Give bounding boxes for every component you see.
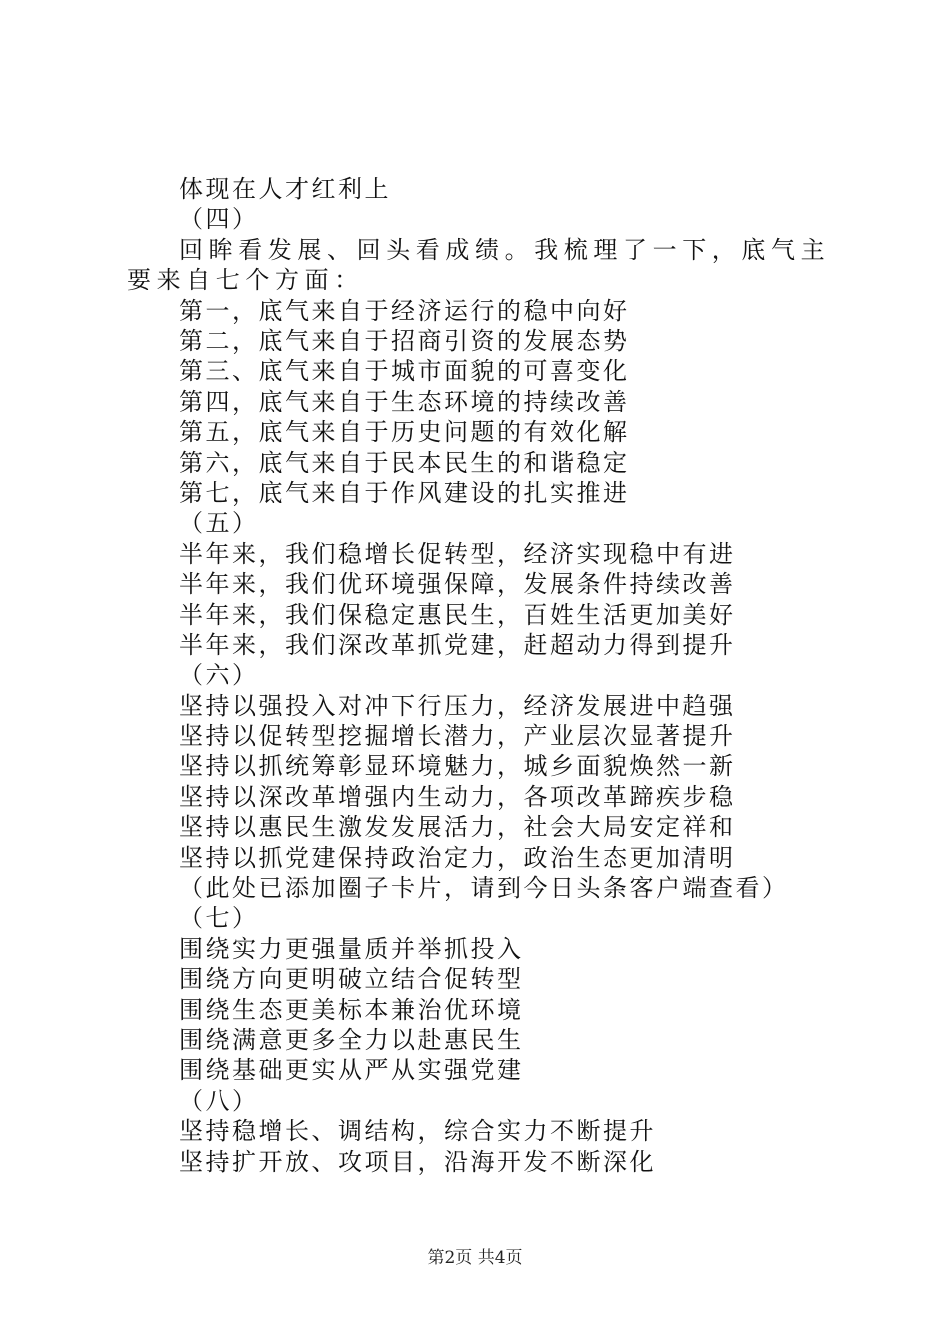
text-line: 坚持以强投入对冲下行压力，经济发展进中趋强 [179,691,736,720]
text-line: 第一，底气来自于经济运行的稳中向好 [179,296,630,325]
page-number: 第2页 共4页 [427,1248,523,1268]
text-line: 坚持以惠民生激发发展活力，社会大局安定祥和 [179,813,736,842]
text-line: 坚持稳增长、调结构，综合实力不断提升 [179,1117,656,1146]
document-body [127,174,842,1177]
text-line: 半年来，我们稳增长促转型，经济实现稳中有进 [179,539,736,568]
text-line: 围绕满意更多全力以赴惠民生 [179,1025,524,1054]
section-heading: （八） [179,1086,259,1115]
text-line: 第六，底气来自于民本民生的和谐稳定 [179,448,630,477]
text-line: 围绕生态更美标本兼治优环境 [179,995,524,1024]
card-placeholder-note: （此处已添加圈子卡片，请到今日头条客户端查看） [179,874,789,903]
paragraph: 回眸看发展、回头看成绩。我梳理了一下，底气主要来自七个方面： [127,235,831,295]
text-line: 第四，底气来自于生态环境的持续改善 [179,387,630,416]
section-heading: （六） [179,661,259,690]
section-heading: （四） [179,205,259,234]
section-heading: （七） [179,904,259,933]
page-footer [0,1243,950,1268]
text-line: 半年来，我们保稳定惠民生，百姓生活更加美好 [179,600,736,629]
text-line: 第二，底气来自于招商引资的发展态势 [179,326,630,355]
text-line: 围绕方向更明破立结合促转型 [179,965,524,994]
text-line: 半年来，我们优环境强保障，发展条件持续改善 [179,570,736,599]
text-line: 坚持以抓统筹彰显环境魅力，城乡面貌焕然一新 [179,752,736,781]
text-line: 第三、底气来自于城市面貌的可喜变化 [179,357,630,386]
section-heading: （五） [179,509,259,538]
text-line: 体现在人才红利上 [179,175,391,203]
text-line: 第五，底气来自于历史问题的有效化解 [179,418,630,447]
text-line: 围绕实力更强量质并举抓投入 [179,934,524,963]
text-line: 半年来，我们深改革抓党建，赶超动力得到提升 [179,630,736,659]
text-line: 坚持以促转型挖掘增长潜力，产业层次显著提升 [179,722,736,751]
text-line: 第七，底气来自于作风建设的扎实推进 [179,478,630,507]
text-line: 坚持以抓党建保持政治定力，政治生态更加清明 [179,843,736,872]
text-line: 围绕基础更实从严从实强党建 [179,1056,524,1085]
text-line: 坚持扩开放、攻项目，沿海开发不断深化 [179,1147,656,1176]
text-line: 坚持以深改革增强内生动力，各项改革蹄疾步稳 [179,782,736,811]
